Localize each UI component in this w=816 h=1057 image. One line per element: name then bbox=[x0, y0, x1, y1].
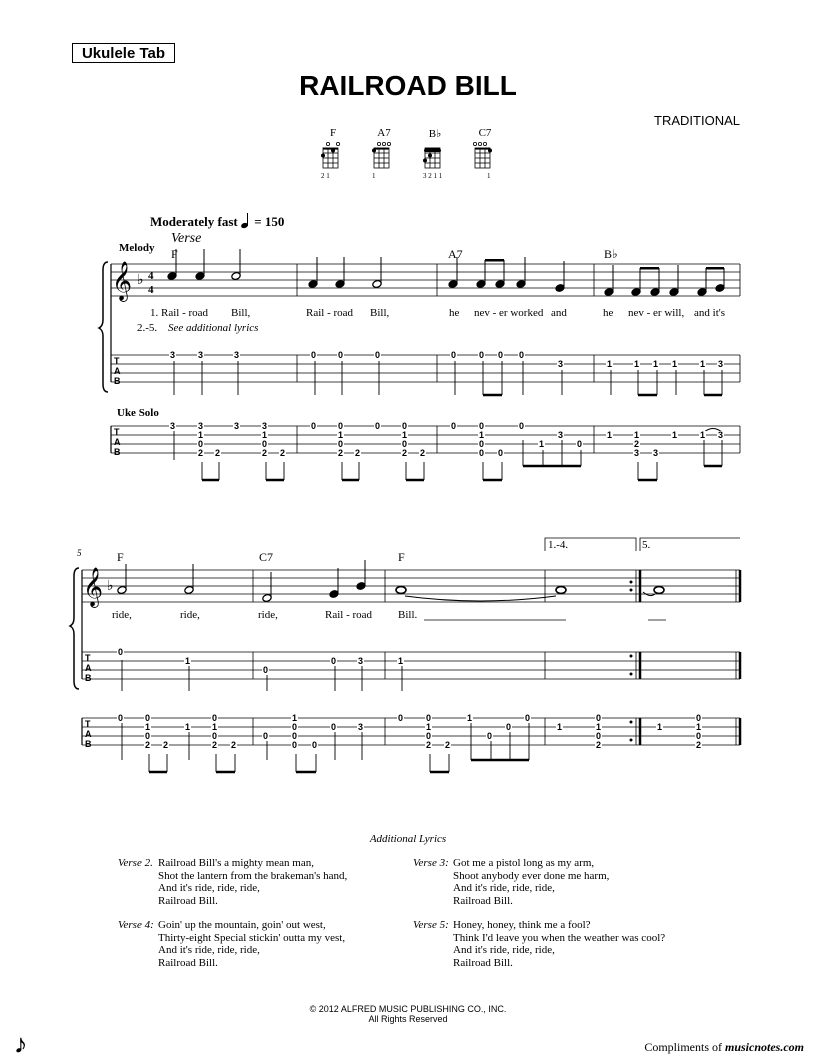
verse-line: Got me a pistol long as my arm, bbox=[453, 857, 595, 869]
tab-fret-number: 2 bbox=[215, 447, 221, 458]
tab-fret-number: 0 bbox=[519, 349, 525, 360]
tab-fret-number: 0 bbox=[506, 721, 512, 732]
tab-fret-number: 0 bbox=[426, 730, 432, 741]
tab-fret-number: 1 bbox=[212, 721, 218, 732]
tab-fret-number: 0 bbox=[525, 712, 531, 723]
tab-fret-number: 2 bbox=[145, 739, 151, 750]
additional-lyrics-title: Additional Lyrics bbox=[369, 833, 447, 845]
compliments-text: Compliments of bbox=[644, 1040, 722, 1054]
verse-block bbox=[118, 919, 345, 969]
svg-text:A: A bbox=[85, 663, 92, 673]
tab-fret-number: 0 bbox=[479, 349, 485, 360]
tab-fret-number: 2 bbox=[445, 739, 451, 750]
tab-fret-number: 3 bbox=[234, 420, 240, 431]
tab-fret-number: 0 bbox=[398, 712, 404, 723]
verse-line: And it's ride, ride, ride, bbox=[158, 944, 260, 956]
time-signature-top: 4 bbox=[148, 270, 154, 282]
tab-fret-number: 3 bbox=[170, 420, 176, 431]
tab-fret-number: 3 bbox=[170, 349, 176, 360]
tab-fret-number: 1 bbox=[607, 429, 613, 440]
chord-diagram-name: A7 bbox=[377, 127, 391, 139]
tab-fret-number: 0 bbox=[402, 420, 408, 431]
tab-fret-number: 0 bbox=[145, 712, 151, 723]
lyric-word: ride, bbox=[258, 609, 278, 621]
tab-fret-number: 1 bbox=[672, 358, 678, 369]
melody-notes-sys2 bbox=[117, 560, 664, 602]
chord-symbol: F bbox=[117, 550, 124, 564]
tempo-bpm: = 150 bbox=[254, 214, 285, 229]
compliments-footer[interactable] bbox=[644, 1040, 804, 1055]
tab-fret-number: 0 bbox=[338, 349, 344, 360]
tab-fret-number: 3 bbox=[358, 721, 364, 732]
system-brace bbox=[70, 568, 79, 689]
verse-line: And it's ride, ride, ride, bbox=[158, 882, 260, 894]
tab-fret-number: 1 bbox=[634, 429, 640, 440]
verse-line: And it's ride, ride, ride, bbox=[453, 944, 555, 956]
tab-fret-number: 0 bbox=[479, 447, 485, 458]
tab-fret-number: 3 bbox=[718, 429, 724, 440]
chord-symbol: F bbox=[398, 550, 405, 564]
lyric-word: nev - er worked bbox=[474, 307, 544, 319]
verse-line: Railroad Bill. bbox=[453, 894, 513, 907]
tab-fret-number: 1 bbox=[292, 712, 298, 723]
lyric-word: and bbox=[551, 307, 567, 319]
lyric-verse-ref: See additional lyrics bbox=[168, 322, 259, 334]
verse-line: Railroad Bill. bbox=[158, 894, 218, 907]
tab-fret-number: 0 bbox=[338, 420, 344, 431]
chord-symbol: B♭ bbox=[604, 247, 618, 261]
tab-fret-number: 2 bbox=[634, 438, 640, 449]
lyric-word: ride, bbox=[112, 609, 132, 621]
tab-clef-icon bbox=[85, 653, 92, 749]
flat-key-signature-icon: ♭ bbox=[107, 578, 114, 594]
tab-fret-number: 3 bbox=[558, 429, 564, 440]
verse-label: Verse 2. bbox=[118, 857, 153, 869]
flat-key-signature-icon: ♭ bbox=[137, 272, 144, 288]
tab-fret-number: 2 bbox=[262, 447, 268, 458]
verse-label: Verse 5: bbox=[413, 919, 449, 931]
lyric-word: Rail - road bbox=[306, 307, 354, 319]
tab-fret-number: 2 bbox=[402, 447, 408, 458]
song-title: RAILROAD BILL bbox=[299, 70, 517, 101]
site-link[interactable]: musicnotes.com bbox=[724, 1040, 804, 1054]
tab-fret-number: 3 bbox=[358, 655, 364, 666]
tempo-text: Moderately fast bbox=[150, 214, 238, 229]
tab-fret-number: 0 bbox=[212, 712, 218, 723]
tab-fret-number: 0 bbox=[263, 664, 269, 675]
tab-fret-number: 2 bbox=[231, 739, 237, 750]
tab-fret-number: 0 bbox=[118, 712, 124, 723]
verse-block bbox=[118, 857, 347, 907]
verse-line: Goin' up the mountain, goin' out west, bbox=[158, 919, 326, 931]
svg-text:A: A bbox=[114, 437, 121, 447]
chord-symbol: F bbox=[171, 247, 178, 261]
verse-label: Verse 3: bbox=[413, 857, 449, 869]
tab-fret-number: 0 bbox=[596, 712, 602, 723]
lyric-word: and it's bbox=[694, 307, 726, 319]
tab-fret-number: 0 bbox=[262, 438, 268, 449]
chord-fingering: 2 1 bbox=[321, 172, 330, 180]
tab-fret-number: 2 bbox=[596, 739, 602, 750]
tab-fret-number: 2 bbox=[212, 739, 218, 750]
tab-fret-number: 1 bbox=[607, 358, 613, 369]
tab-fret-number: 0 bbox=[212, 730, 218, 741]
tab-fret-number: 2 bbox=[696, 739, 702, 750]
tab-fret-number: 2 bbox=[338, 447, 344, 458]
chord-fingering: 1 bbox=[487, 172, 491, 180]
chord-fingering: 1 bbox=[372, 172, 376, 180]
svg-text:T: T bbox=[85, 653, 91, 663]
verse-line: Honey, honey, think me a fool? bbox=[453, 919, 591, 931]
rights-line: All Rights Reserved bbox=[368, 1014, 448, 1024]
tab-fret-number: 0 bbox=[498, 349, 504, 360]
tab-fret-number: 3 bbox=[718, 358, 724, 369]
tab-fret-number: 1 bbox=[198, 429, 204, 440]
tab-fret-number: 1 bbox=[185, 721, 191, 732]
tab-fret-number: 0 bbox=[292, 721, 298, 732]
tab-fret-number: 1 bbox=[402, 429, 408, 440]
chord-diagram-name: F bbox=[329, 127, 337, 139]
tab-fret-number: 0 bbox=[519, 420, 525, 431]
tab-fret-number: 0 bbox=[331, 721, 337, 732]
tab-fret-number: 1 bbox=[700, 429, 706, 440]
tab-fret-number: 1 bbox=[262, 429, 268, 440]
verse-line: Shoot anybody ever done me harm, bbox=[453, 869, 610, 882]
tab-fret-number: 0 bbox=[696, 712, 702, 723]
tab-fret-number: 1 bbox=[479, 429, 485, 440]
verse-block bbox=[413, 919, 665, 969]
verse-line: Think I'd leave you when the weather was cool? bbox=[453, 931, 666, 944]
tab-fret-number: 2 bbox=[420, 447, 426, 458]
svg-text:A: A bbox=[85, 729, 92, 739]
tab-fret-number: 3 bbox=[262, 420, 268, 431]
tab-fret-number: 0 bbox=[263, 730, 269, 741]
verse-label: Verse 4: bbox=[118, 919, 154, 931]
svg-text:B: B bbox=[85, 739, 92, 749]
barlines-sys2 bbox=[253, 570, 740, 745]
composer: TRADITIONAL bbox=[654, 113, 740, 128]
verse-line: And it's ride, ride, ride, bbox=[453, 882, 555, 894]
tab-fret-number: 1 bbox=[596, 721, 602, 732]
svg-text:B: B bbox=[114, 447, 121, 457]
tab-fret-number: 0 bbox=[479, 420, 485, 431]
instrument-badge: Ukulele Tab bbox=[72, 43, 175, 63]
tab-fret-number: 0 bbox=[311, 349, 317, 360]
tab-fret-number: 1 bbox=[696, 721, 702, 732]
tab-fret-number: 0 bbox=[479, 438, 485, 449]
tab-fret-number: 2 bbox=[198, 447, 204, 458]
svg-text:A: A bbox=[114, 366, 121, 376]
tab-fret-number: 2 bbox=[280, 447, 286, 458]
tab-fret-number: 3 bbox=[234, 349, 240, 360]
tab-fret-number: 1 bbox=[657, 721, 663, 732]
verse-line: Railroad Bill. bbox=[158, 956, 218, 969]
verse-line: Shot the lantern from the brakeman's hand, bbox=[158, 869, 348, 882]
tab-fret-number: 1 bbox=[557, 721, 563, 732]
tab-fret-number: 0 bbox=[426, 712, 432, 723]
svg-text:B: B bbox=[114, 376, 121, 386]
lyric-verse-ref: 2.-5. bbox=[137, 322, 158, 334]
tab-fret-number: 1 bbox=[426, 721, 432, 732]
tab-fret-number: 0 bbox=[331, 655, 337, 666]
lyric-word: ride, bbox=[180, 609, 200, 621]
svg-text:T: T bbox=[114, 427, 120, 437]
tab-fret-number: 1 bbox=[634, 358, 640, 369]
tab-fret-number: 1 bbox=[338, 429, 344, 440]
tab-fret-number: 3 bbox=[558, 358, 564, 369]
section-verse: Verse bbox=[171, 231, 202, 246]
chord-diagram-name: B♭ bbox=[428, 128, 442, 140]
tab-fret-number: 3 bbox=[634, 447, 640, 458]
verse-line: Thirty-eight Special stickin' outta my vest, bbox=[158, 931, 346, 944]
tab-fret-number: 0 bbox=[118, 646, 124, 657]
tab-fret-number: 0 bbox=[375, 349, 381, 360]
copyright-notice bbox=[0, 1004, 816, 1024]
verse-line: Railroad Bill's a mighty mean man, bbox=[158, 857, 314, 869]
tab-fret-number: 3 bbox=[198, 420, 204, 431]
verse-block bbox=[413, 857, 609, 907]
lyric-word: Bill. bbox=[398, 609, 418, 621]
tab-fret-number: 1 bbox=[653, 358, 659, 369]
tab-fret-number: 0 bbox=[487, 730, 493, 741]
treble-clef-icon: 𝄞 bbox=[112, 261, 133, 301]
lyric-word: he bbox=[603, 307, 614, 319]
tab-fret-number: 0 bbox=[145, 730, 151, 741]
tab-fret-number: 0 bbox=[498, 447, 504, 458]
chord-symbol: C7 bbox=[259, 550, 274, 564]
tab-fret-number: 2 bbox=[163, 739, 169, 750]
tab-fret-number: 3 bbox=[198, 349, 204, 360]
chord-diagram-name: C7 bbox=[478, 127, 492, 139]
tab-fret-number: 1 bbox=[185, 655, 191, 666]
svg-text:T: T bbox=[85, 719, 91, 729]
tab-fret-number: 1 bbox=[398, 655, 404, 666]
tab-fret-number: 0 bbox=[338, 438, 344, 449]
tab-fret-number: 2 bbox=[426, 739, 432, 750]
copyright-line: © 2012 ALFRED MUSIC PUBLISHING CO., INC. bbox=[309, 1004, 507, 1014]
tab-fret-number: 0 bbox=[696, 730, 702, 741]
tab-fret-number: 1 bbox=[467, 712, 473, 723]
musicnotes-logo-icon: 𝅘𝅥𝅮 bbox=[16, 1036, 26, 1056]
measure-number: 5 bbox=[77, 548, 82, 558]
tab-fret-number: 1 bbox=[700, 358, 706, 369]
tie-arc bbox=[405, 596, 556, 601]
tab-fret-number: 3 bbox=[653, 447, 659, 458]
lyric-word: Bill, bbox=[231, 307, 251, 319]
treble-clef-icon: 𝄞 bbox=[83, 567, 104, 607]
tab-fret-number: 0 bbox=[402, 438, 408, 449]
chord-fingering: 3 2 1 1 bbox=[423, 172, 443, 180]
tab-fret-number: 0 bbox=[451, 420, 457, 431]
melody-label: Melody bbox=[119, 242, 155, 254]
lyric-word: he bbox=[449, 307, 460, 319]
tab-fret-number: 0 bbox=[596, 730, 602, 741]
lyric-word: 1. Rail - road bbox=[150, 307, 209, 319]
time-signature-bottom: 4 bbox=[148, 284, 154, 296]
tab-fret-number: 0 bbox=[375, 420, 381, 431]
uke-solo-label: Uke Solo bbox=[117, 407, 159, 419]
lyric-word: nev - er will, bbox=[628, 307, 685, 319]
tab-fret-number: 0 bbox=[451, 349, 457, 360]
chord-symbol: A7 bbox=[448, 247, 463, 261]
tab-fret-number: 0 bbox=[292, 739, 298, 750]
tab-fret-number: 0 bbox=[198, 438, 204, 449]
tab-fret-number: 0 bbox=[292, 730, 298, 741]
tab-fret-number: 1 bbox=[672, 429, 678, 440]
tab-fret-number: 2 bbox=[355, 447, 361, 458]
ending-1-4: 1.-4. bbox=[548, 539, 569, 551]
verse-line: Railroad Bill. bbox=[453, 956, 513, 969]
ending-5: 5. bbox=[642, 539, 651, 551]
tab-fret-number: 1 bbox=[145, 721, 151, 732]
svg-text:B: B bbox=[85, 673, 92, 683]
lyric-word: Rail - road bbox=[325, 609, 373, 621]
tab-fret-number: 0 bbox=[312, 739, 318, 750]
tab-fret-number: 0 bbox=[311, 420, 317, 431]
lyric-word: Bill, bbox=[370, 307, 390, 319]
tab-fret-number: 0 bbox=[577, 438, 583, 449]
svg-text:T: T bbox=[114, 356, 120, 366]
tab-fret-number: 1 bbox=[539, 438, 545, 449]
